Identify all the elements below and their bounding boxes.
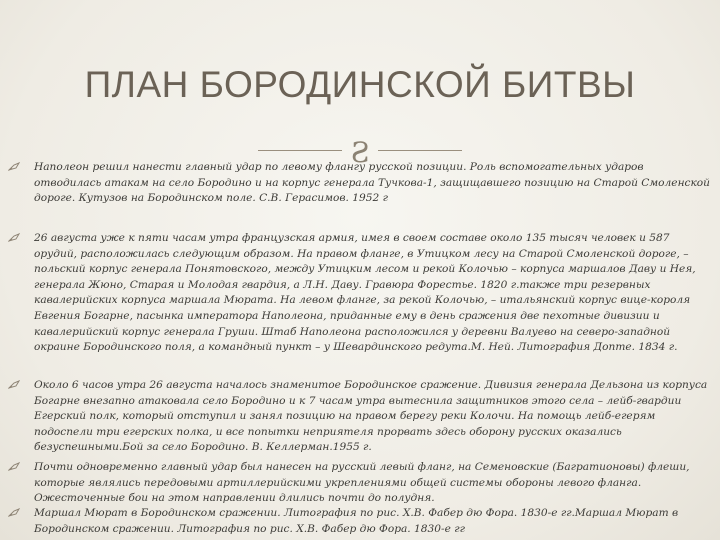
feather-bullet-icon — [8, 508, 22, 520]
list-item-text: Наполеон решил нанести главный удар по левому флангу русской позиции. Роль вспомогательных ударов отводилась атакам на село Бородино и на корпус генерала Тучкова-1, защищавшего позицию на Старой Смоленской дороге. Кутузов на Бородинском поле. С.В. Герасимов. 1952 г — [34, 161, 711, 205]
list-item-text: 26 августа уже к пяти часам утра французская армия, имея в своем составе около 135 тысяч человек и 587 орудий, расположилась следующим образом. На правом фланге, в Утицком лесу на Старой Смоленской дороге, – польский корпус генерала Понятовского, между Утицким лесом и рекой Колочью – корпуса маршалов Даву и Нея, генерала Жюно, Старая и Молодая гвардия, а Л.Н. Даву. Гравюра Форестье. 1820 г.также три резервных кавалерийских корпуса маршала Мюрата. На левом фланге, за рекой Колочью, – итальянский корпус вице-короля Евгения Богарне, пасынка императора Наполеона, приданные ему в день сражения две пехотные дивизии и кавалерийский корпус генерала Груши. Штаб Наполеона расположился у деревни Валуево на северо-западной окраине Бородинского поля, а командный пункт – у Шевардинского редута.М. Ней. Литография Допте. 1834 г. — [34, 232, 696, 354]
list-item-text: Почти одновременно главный удар был нанесен на русский левый фланг, на Семеновские (Багратионовы) флеши, которые являлись передовыми артиллерийскими укреплениями общей системы обороны левого фланга. Ожесточенные бои на этом направлении длились почти до полудня. — [34, 461, 690, 505]
feather-bullet-icon — [8, 162, 22, 174]
slide-title: ПЛАН БОРОДИНСКОЙ БИТВЫ — [84, 64, 636, 105]
list-item-text: Около 6 часов утра 26 августа началось знаменитое Бородинское сражение. Дивизия генерала Дельзона из корпуса Богарне внезапно атаковала село Бородино и к 7 часам утра вытеснила защитников этого села – лейб-гвардии Егерский полк, который отступил и занял позицию на правом берегу реки Колочи. На помощь лейб-егерям подоспели три егерских полка, и все попытки неприятеля прорвать здесь оборону русских оказались безуспешными.Бой за село Бородино. В. Келлерман.1955 г. — [34, 379, 708, 454]
feather-bullet-icon — [8, 462, 22, 474]
divider-line-left — [258, 150, 342, 151]
feather-bullet-icon — [8, 380, 22, 392]
feather-bullet-icon — [8, 233, 22, 245]
divider-line-right — [378, 150, 462, 151]
ornament-icon: Ƨ — [350, 136, 370, 169]
list-item-text: Маршал Мюрат в Бородинском сражении. Литография по рис. Х.В. Фабер дю Фора. 1830-е гг.Маршал Мюрат в Бородинском сражении. Литография по рис. Х.В. Фабер дю Фора. 1830-е гг — [34, 507, 679, 535]
